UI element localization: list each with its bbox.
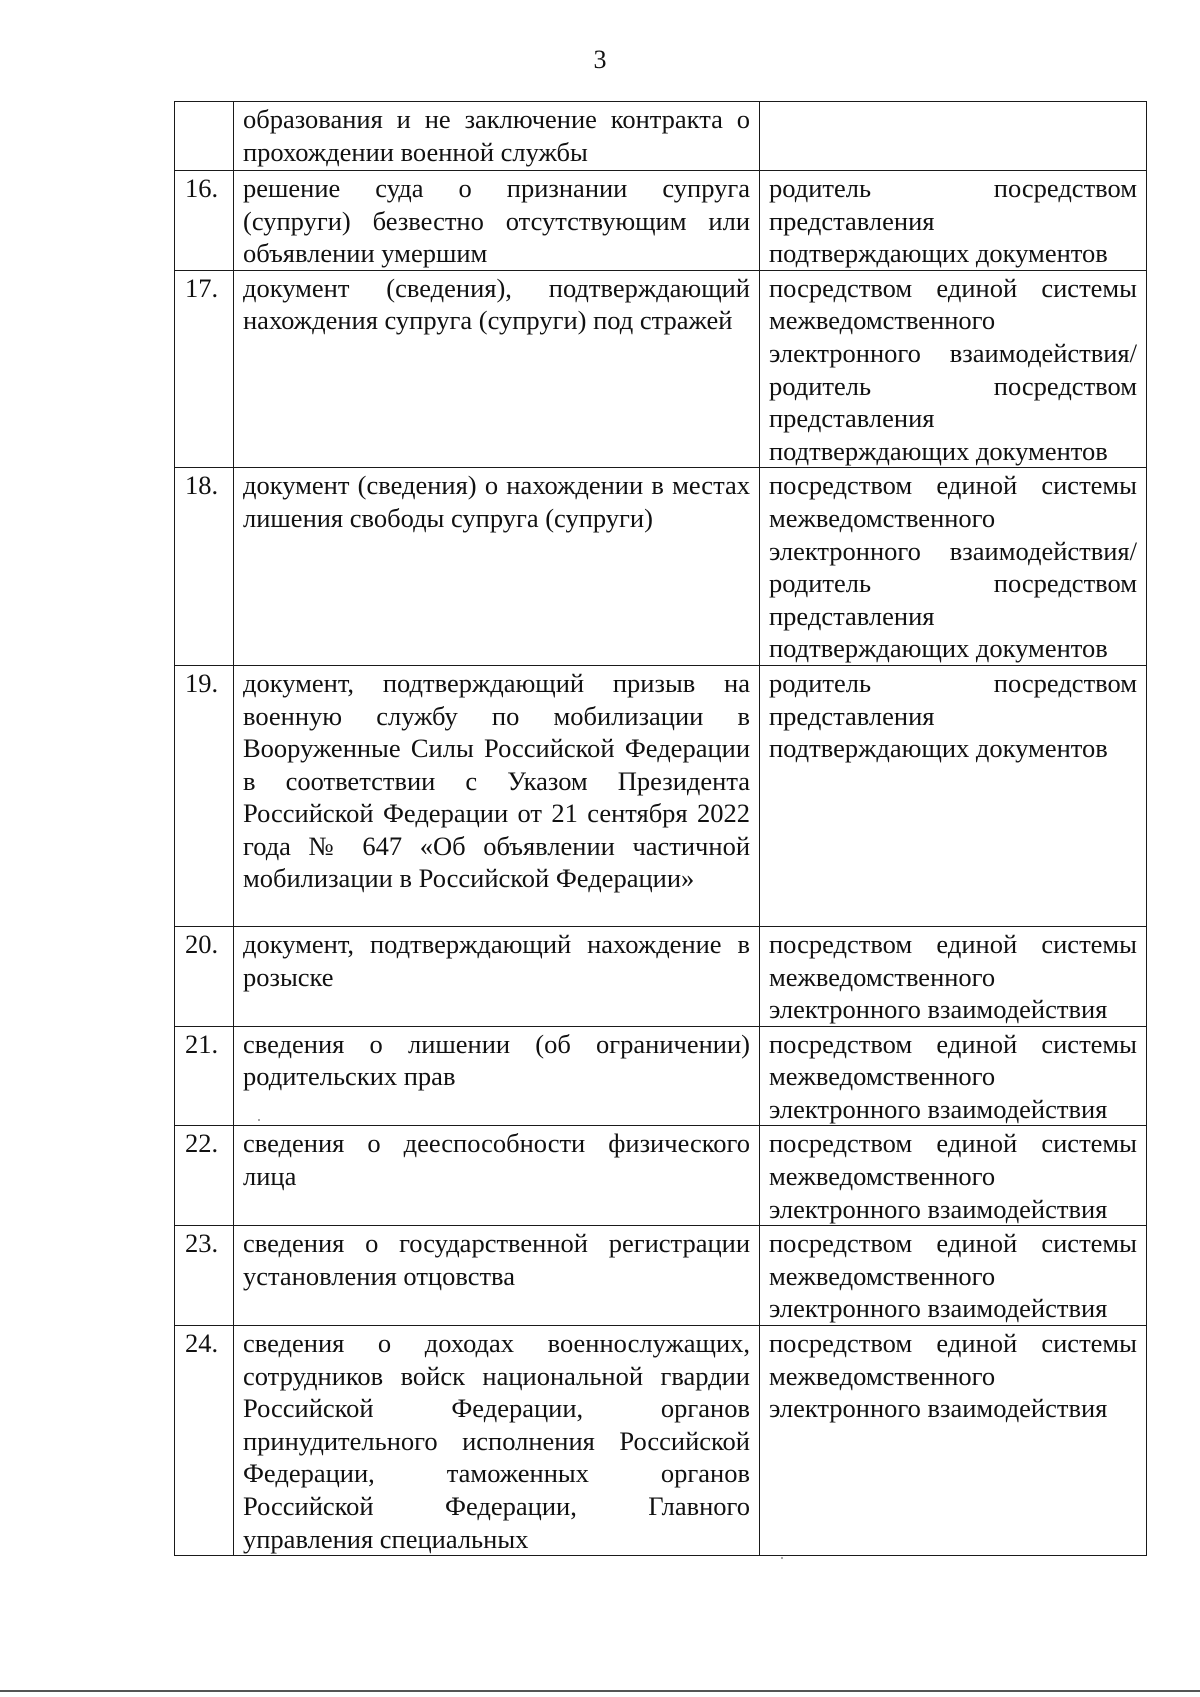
document-cell: документ (сведения), подтверждающий нахождения супруга (супруги) под стражей [234, 270, 760, 468]
row-number: 22. [175, 1126, 234, 1226]
source-cell [760, 102, 1147, 171]
table-row [175, 1126, 1147, 1226]
source-cell: посредством единой системы межведомственного электронного взаимодействия [760, 1126, 1147, 1226]
row-number: 24. [175, 1326, 234, 1556]
document-cell: сведения о доходах военнослужащих, сотрудников войск национальной гвардии Российской Федерации, органов принудительного исполнения Российской Федерации, таможенных органов Российской Федерации, Главного управления специальных [234, 1326, 760, 1556]
page-number: 3 [593, 45, 607, 74]
document-cell: документ, подтверждающий нахождение в розыске [234, 926, 760, 1026]
document-cell: сведения о лишении (об ограничении) родительских прав [234, 1026, 760, 1126]
source-cell: посредством единой системы межведомственного электронного взаимодействия/родитель посредством представления подтверждающих документов [760, 468, 1147, 666]
source-cell: посредством единой системы межведомственного электронного взаимодействия [760, 926, 1147, 1026]
row-number: 20. [175, 926, 234, 1026]
table-row [175, 1026, 1147, 1126]
scan-speck [258, 1119, 260, 1121]
row-number [175, 102, 234, 171]
document-cell: сведения о дееспособности физического лица [234, 1126, 760, 1226]
document-cell: документ (сведения) о нахождении в местах лишения свободы супруга (супруги) [234, 468, 760, 666]
source-cell: родитель посредством представления подтверждающих документов [760, 171, 1147, 271]
documents-table [174, 101, 1147, 1556]
table-row [175, 1226, 1147, 1326]
source-cell: родитель посредством представления подтверждающих документов [760, 665, 1147, 926]
table-row [175, 102, 1147, 171]
source-cell: посредством единой системы межведомственного электронного взаимодействия/родитель посредством представления подтверждающих документов [760, 270, 1147, 468]
row-number: 21. [175, 1026, 234, 1126]
document-cell: документ, подтверждающий призыв на военную службу по мобилизации в Вооруженные Силы Российской Федерации в соответствии с Указом Президента Российской Федерации от 21 сентября 2022 года № 647 «Об объявлении частичной мобилизации в Российской Федерации» [234, 665, 760, 926]
row-number: 16. [175, 171, 234, 271]
table-row [175, 468, 1147, 666]
source-cell: посредством единой системы межведомственного электронного взаимодействия [760, 1226, 1147, 1326]
document-cell: решение суда о признании супруга (супруги) безвестно отсутствующим или объявлении умершим [234, 171, 760, 271]
row-number: 19. [175, 665, 234, 926]
row-number: 17. [175, 270, 234, 468]
source-cell: посредством единой системы межведомственного электронного взаимодействия [760, 1326, 1147, 1556]
table-row [175, 171, 1147, 271]
row-number: 18. [175, 468, 234, 666]
bottom-edge-line [0, 1690, 1200, 1692]
table-row [175, 270, 1147, 468]
document-cell: сведения о государственной регистрации установления отцовства [234, 1226, 760, 1326]
scan-speck [781, 1557, 783, 1559]
table-row [175, 1326, 1147, 1556]
document-cell: образования и не заключение контракта о прохождении военной службы [234, 102, 760, 171]
table-row [175, 665, 1147, 926]
table-row [175, 926, 1147, 1026]
row-number: 23. [175, 1226, 234, 1326]
source-cell: посредством единой системы межведомственного электронного взаимодействия [760, 1026, 1147, 1126]
